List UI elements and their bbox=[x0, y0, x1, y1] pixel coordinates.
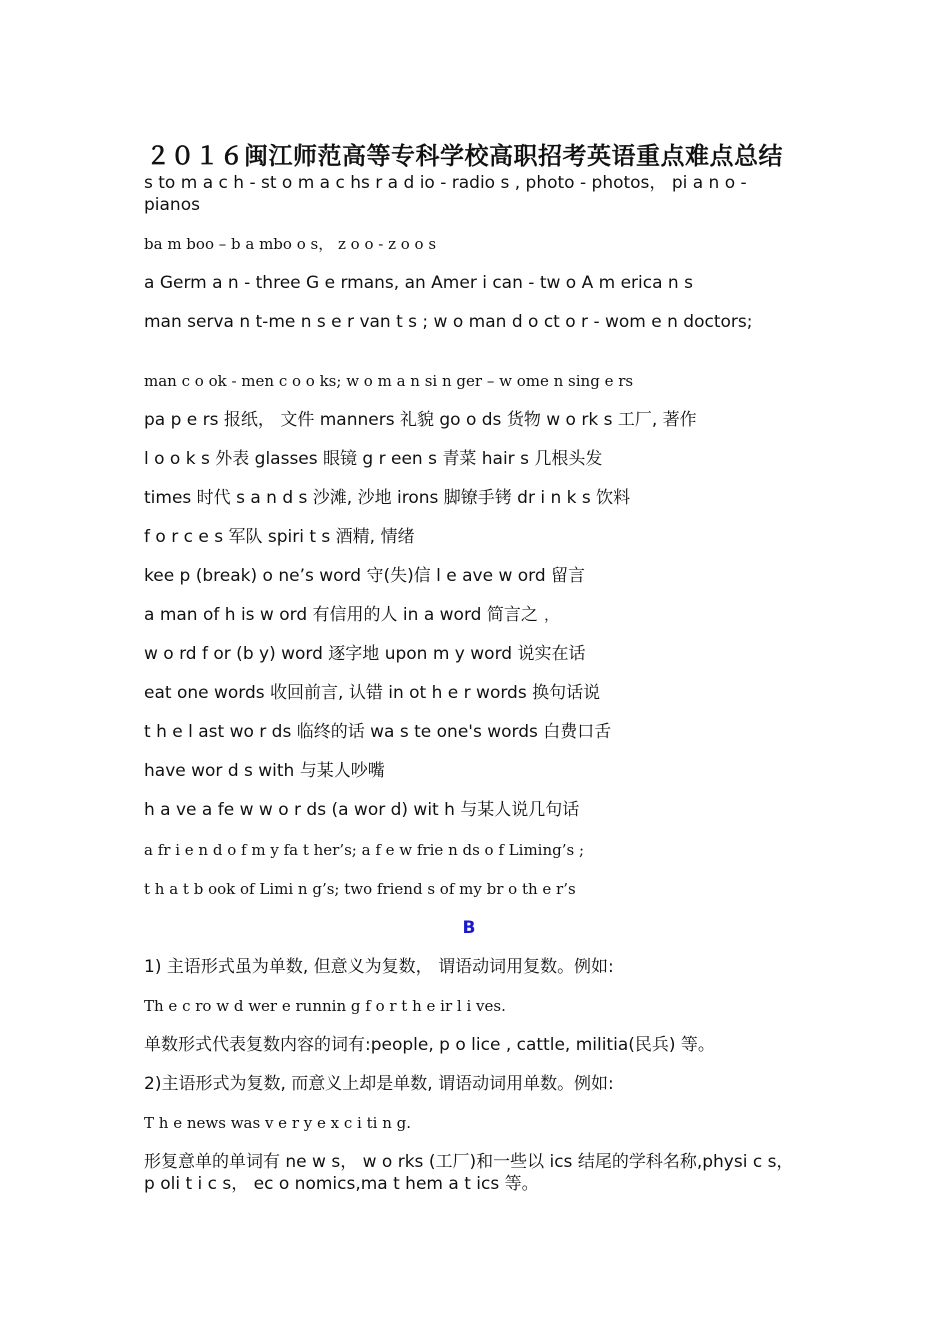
document-title: ２０１６闽江师范高等专科学校高职招考英语重点难点总结 bbox=[146, 142, 783, 170]
text-line: kee p (break) o ne’s word 守(失)信 l e ave w ord 留言 bbox=[144, 566, 586, 586]
text-line: ba m boo – b a mbo o s， z o o - z o o s bbox=[144, 235, 437, 253]
text-line: pa p e rs 报纸， 文件 manners 礼貌 go o ds 货物 w o rk s 工厂, 著作 bbox=[144, 410, 697, 430]
text-line: t h e l ast wo r ds 临终的话 wa s te one's words 白费口舌 bbox=[144, 722, 612, 742]
text-line: a fr i e n d o f m y fa t her’s; a f e w frie n ds o f Liming’s ; bbox=[144, 841, 585, 859]
section-heading: B bbox=[462, 918, 476, 938]
text-line: s to m a c h - st o m a c hs r a d io - radio s , photo - photos， pi a n o - pianos bbox=[144, 173, 747, 215]
text-line: w o rd f or (b y) word 逐字地 upon m y word 说实在话 bbox=[144, 644, 586, 664]
text-line: a Germ a n - three G e rmans, an Amer i can - tw o A m erica n s bbox=[144, 273, 693, 293]
text-line: 单数形式代表复数内容的词有:people, p o lice , cattle, militia(民兵) 等。 bbox=[144, 1035, 715, 1055]
text-line: h a ve a fe w w o r ds (a wor d) wit h 与某人说几句话 bbox=[144, 800, 580, 820]
text-line: times 时代 s a n d s 沙滩, 沙地 irons 脚镣手铐 dr i n k s 饮料 bbox=[144, 488, 631, 508]
text-line: man c o ok - men c o o ks; w o m a n si n ger – w ome n sing e rs bbox=[144, 372, 634, 390]
text-line: T h e news was v e r y e x c i ti n g. bbox=[144, 1114, 412, 1132]
text-line: 形复意单的单词有 ne w s， w o rks (工厂)和一些以 ics 结尾的学科名称,physi c s， p oli t i c s， ec o nomics,ma t hem a t ics 等。 bbox=[144, 1152, 794, 1194]
text-line: 2)主语形式为复数, 而意义上却是单数, 谓语动词用单数。例如: bbox=[144, 1074, 614, 1094]
text-line: l o o k s 外表 glasses 眼镜 g r een s 青菜 hair s 几根头发 bbox=[144, 449, 603, 469]
text-line: f o r c e s 军队 spiri t s 酒精, 情绪 bbox=[144, 527, 415, 547]
text-line: have wor d s with 与某人吵嘴 bbox=[144, 761, 385, 781]
text-line: man serva n t-me n s e r van t s ; w o man d o ct o r - wom e n doctors; bbox=[144, 312, 753, 332]
text-line: 1) 主语形式虽为单数, 但意义为复数， 谓语动词用复数。例如: bbox=[144, 957, 614, 977]
text-line: Th e c ro w d wer e runnin g f o r t h e ir l i ves. bbox=[144, 997, 506, 1015]
text-line: t h a t b ook of Limi n g’s; two friend s of my br o th e r’s bbox=[144, 880, 576, 898]
text-line: eat one words 收回前言, 认错 in ot h e r words 换句话说 bbox=[144, 683, 601, 703]
text-line: a man of h is w ord 有信用的人 in a word 简言之﹐ bbox=[144, 605, 555, 625]
